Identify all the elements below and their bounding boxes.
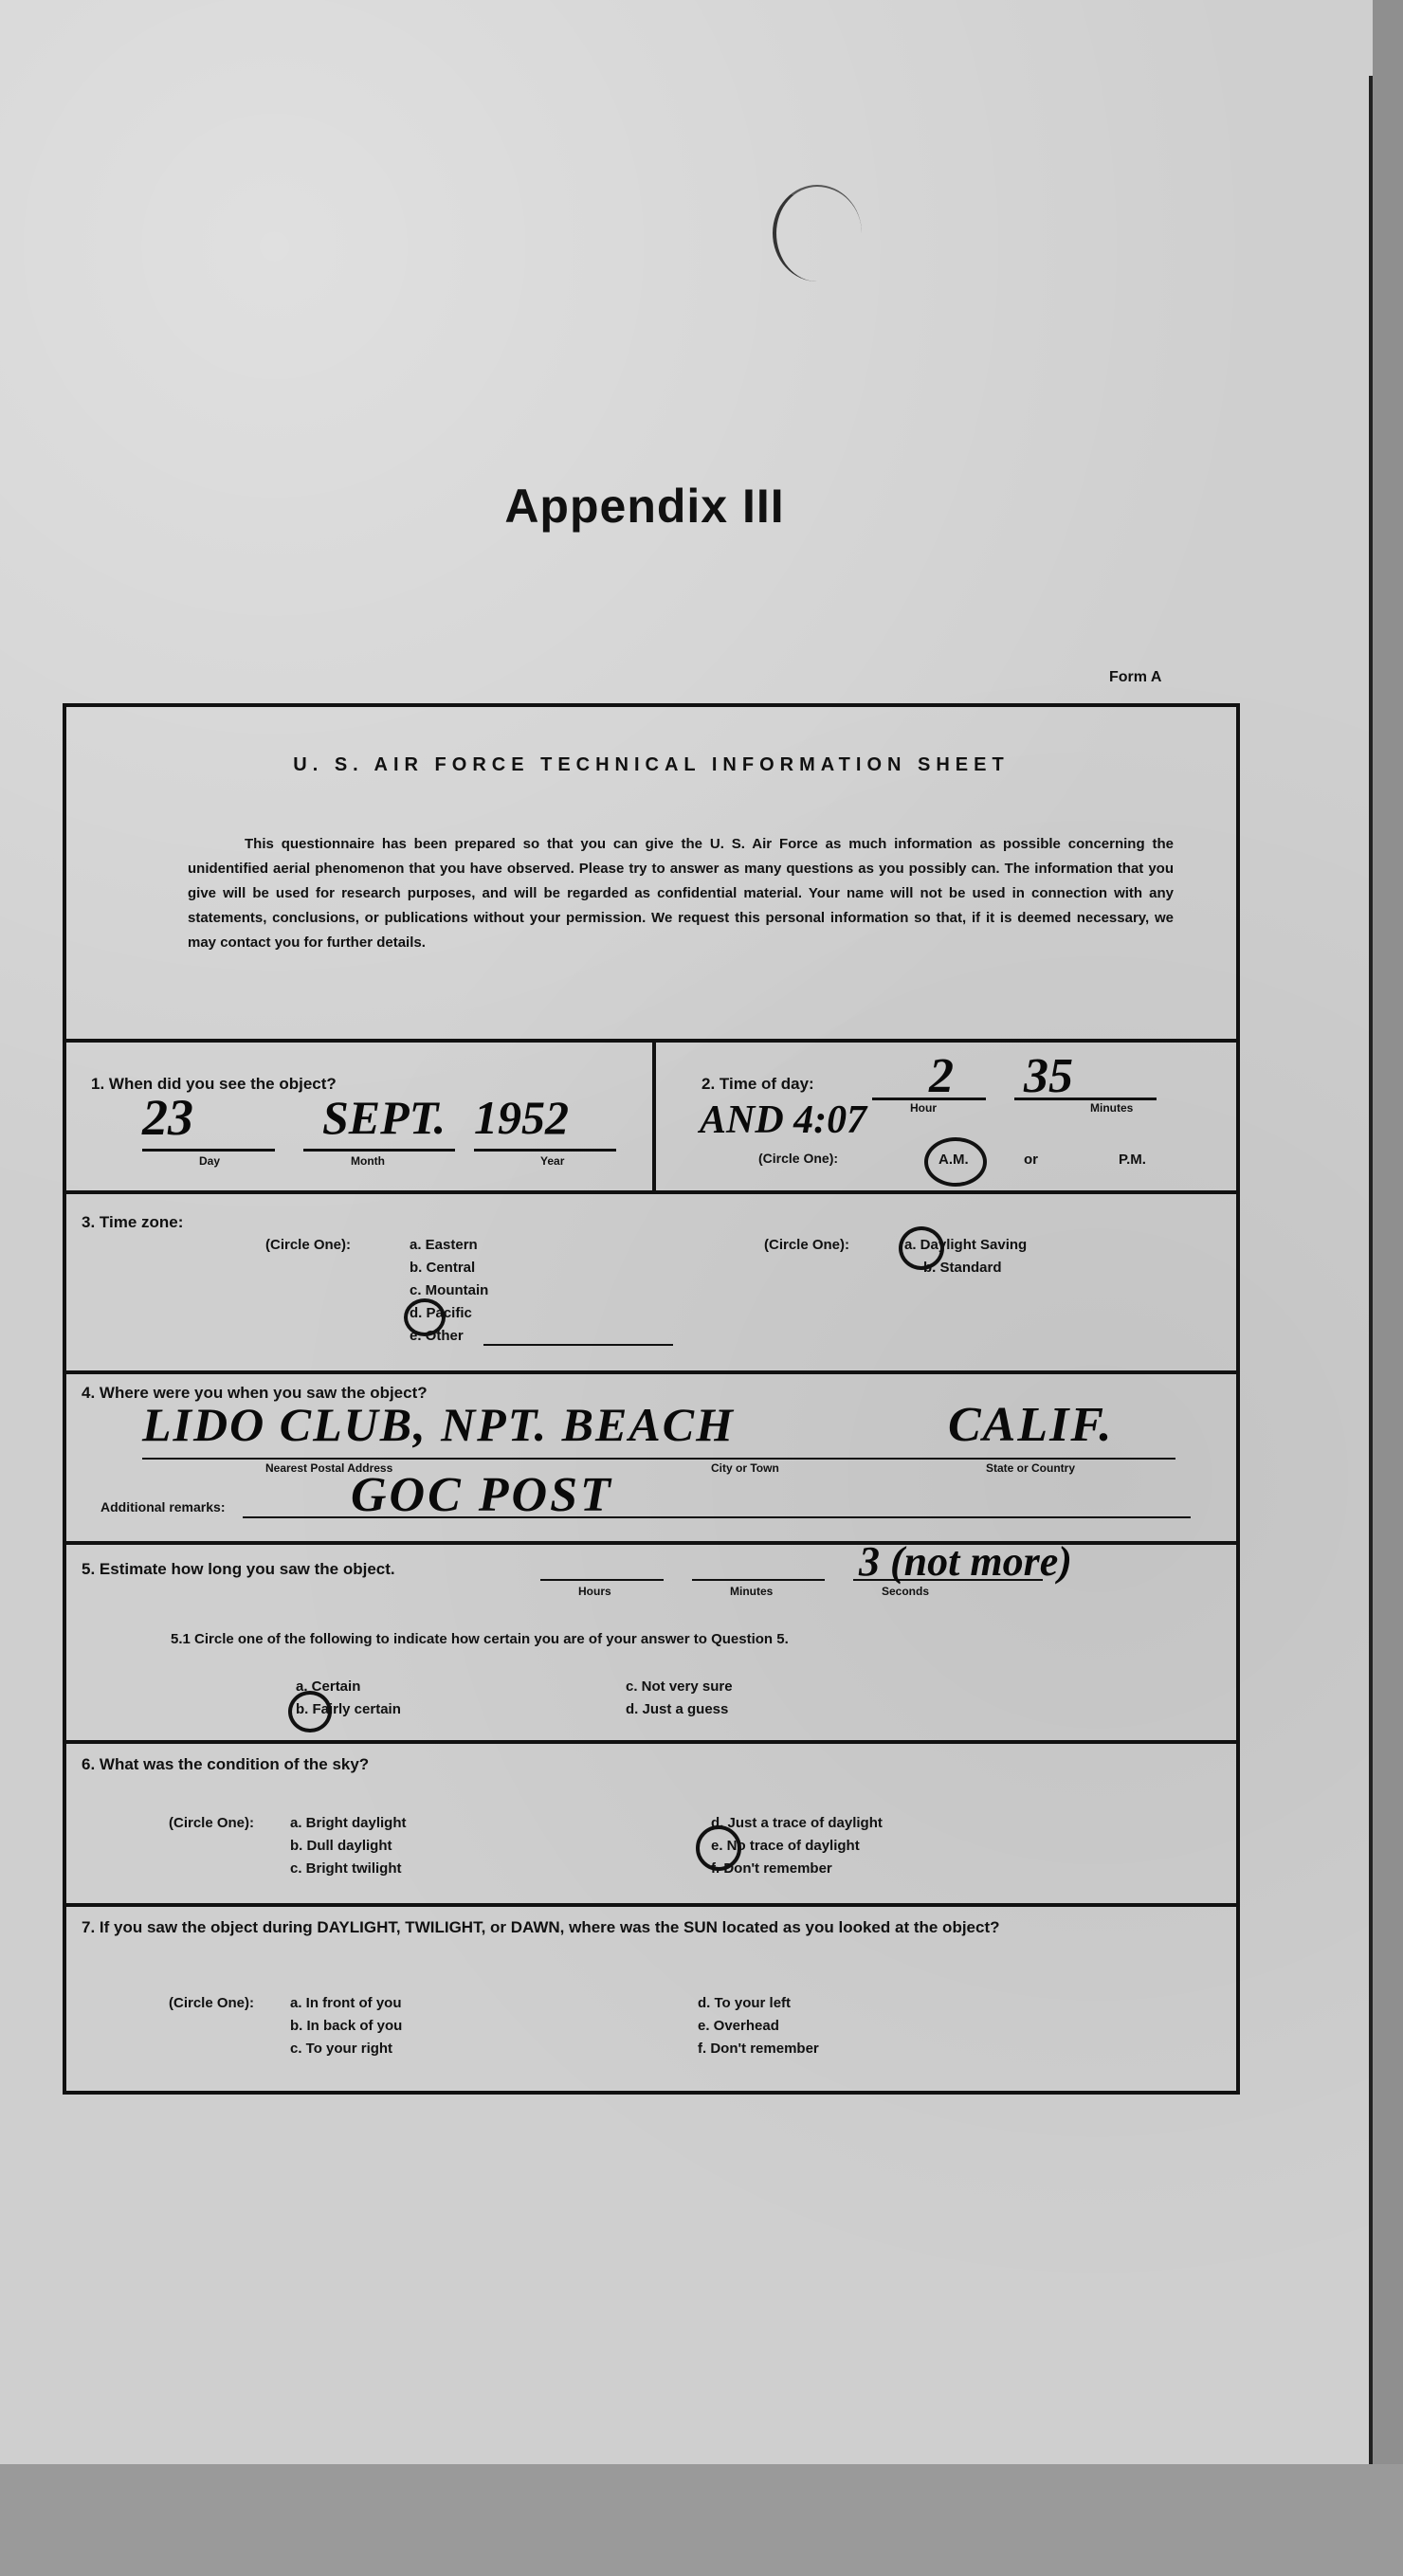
sun-option-dont-remember[interactable]: f. Don't remember (698, 2041, 819, 2057)
sheet-intro-section (66, 707, 1236, 1039)
question-7-section (66, 1903, 1236, 2091)
appendix-title: Appendix III (504, 480, 785, 533)
dst-circle-one: (Circle One): (764, 1237, 850, 1253)
sky-option-no-trace-of-daylight[interactable]: e. No trace of daylight (711, 1838, 860, 1854)
sky-option-dont-remember[interactable]: f. Don't remember (711, 1860, 832, 1877)
time-circle-one: (Circle One): (758, 1151, 839, 1166)
form-tag: Form A (1109, 669, 1162, 685)
am-selection-circle (924, 1137, 987, 1187)
duration-minutes-caption: Minutes (730, 1585, 774, 1598)
address-answer[interactable]: LIDO CLUB, NPT. BEACH (142, 1398, 735, 1451)
punch-hole-mark (773, 185, 862, 281)
sun-option-in-front[interactable]: a. In front of you (290, 1995, 402, 2011)
certainty-option-not-very-sure[interactable]: c. Not very sure (626, 1678, 733, 1695)
sky-circle-one: (Circle One): (169, 1815, 255, 1831)
page-edge-line (1369, 76, 1373, 2464)
question-4-section (66, 1370, 1236, 1545)
minutes-underline (692, 1579, 825, 1581)
column-divider (652, 1043, 656, 1194)
certainty-option-just-a-guess[interactable]: d. Just a guess (626, 1701, 729, 1717)
city-caption: City or Town (711, 1461, 779, 1475)
certainty-option-certain[interactable]: a. Certain (296, 1678, 361, 1695)
month-answer[interactable]: SEPT. (322, 1091, 446, 1144)
zone-option-other[interactable]: e. Other (410, 1328, 464, 1344)
question-5-1-label: 5.1 Circle one of the following to indicate how certain you are of your answer to Question 5. (171, 1631, 789, 1647)
sky-option-trace-of-daylight[interactable]: d. Just a trace of daylight (711, 1815, 883, 1831)
month-caption: Month (351, 1154, 385, 1168)
state-answer[interactable]: CALIF. (948, 1398, 1114, 1452)
question-2-label: 2. Time of day: (702, 1075, 814, 1093)
zone-option-mountain[interactable]: c. Mountain (410, 1282, 489, 1298)
seconds-answer[interactable]: 3 (not more) (859, 1538, 1072, 1585)
time-handwritten-note: AND 4:07 (700, 1098, 867, 1142)
hour-answer[interactable]: 2 (929, 1049, 954, 1103)
sun-option-to-right[interactable]: c. To your right (290, 2041, 393, 2057)
question-5-section (66, 1538, 1236, 1744)
question-3-label: 3. Time zone: (82, 1213, 184, 1231)
sheet-intro-text: This questionnaire has been prepared so that you can give the U. S. Air Force as much information as possible concerning the unidentified aerial phenomenon that you have observed. Please try to answer as many questions as you possibly can. The information that you give will be used for research purposes, and will be regarded as confidential material. Your name will not be used in connection with any statements, conclusions, or publications without your permission. We request this personal information so that, if it is deemed necessary, we may contact you for further details. (188, 836, 1174, 951)
year-answer[interactable]: 1952 (474, 1091, 569, 1144)
question-1-label: 1. When did you see the object? (91, 1075, 337, 1093)
address-caption: Nearest Postal Address (265, 1461, 393, 1475)
sky-option-bright-twilight[interactable]: c. Bright twilight (290, 1860, 402, 1877)
address-underline (142, 1458, 1175, 1460)
zone-option-central[interactable]: b. Central (410, 1260, 476, 1276)
day-caption: Day (199, 1154, 221, 1168)
dst-option-daylight[interactable]: a. Daylight Saving (904, 1237, 1028, 1253)
sky-option-dull-daylight[interactable]: b. Dull daylight (290, 1838, 392, 1854)
seconds-caption: Seconds (882, 1585, 930, 1598)
remarks-label: Additional remarks: (100, 1499, 226, 1515)
sheet-title: U. S. AIR FORCE TECHNICAL INFORMATION SHEET (293, 754, 1010, 775)
zone-option-eastern[interactable]: a. Eastern (410, 1237, 478, 1253)
dst-option-standard[interactable]: b. Standard (923, 1260, 1002, 1276)
sky-option-bright-daylight[interactable]: a. Bright daylight (290, 1815, 407, 1831)
other-zone-underline (483, 1344, 673, 1346)
question-3-section (66, 1190, 1236, 1374)
hour-caption: Hour (910, 1101, 937, 1115)
question-6-label: 6. What was the condition of the sky? (82, 1755, 370, 1773)
fairly-certain-selection-circle (288, 1691, 332, 1732)
certainty-option-fairly-certain[interactable]: b. Fairly certain (296, 1701, 401, 1717)
year-underline (474, 1149, 616, 1152)
minutes-answer[interactable]: 35 (1024, 1049, 1073, 1103)
zone-option-pacific[interactable]: d. Pacific (410, 1305, 472, 1321)
sun-option-to-left[interactable]: d. To your left (698, 1995, 792, 2011)
question-5-label: 5. Estimate how long you saw the object. (82, 1560, 395, 1578)
remarks-underline (243, 1516, 1191, 1518)
sun-circle-one: (Circle One): (169, 1995, 255, 2011)
question-6-section (66, 1740, 1236, 1907)
question-7-label: 7. If you saw the object during DAYLIGHT, TWILIGHT, or DAWN, where was the SUN located as you looked at the object? (82, 1918, 1000, 1936)
pm-option[interactable]: P.M. (1119, 1152, 1146, 1168)
hours-underline (540, 1579, 664, 1581)
question-4-label: 4. Where were you when you saw the object? (82, 1384, 428, 1402)
question-1-2-row (66, 1039, 1236, 1194)
year-caption: Year (540, 1154, 565, 1168)
day-answer[interactable]: 23 (142, 1089, 193, 1146)
time-zone-circle-one: (Circle One): (265, 1237, 352, 1253)
minutes-underline (1014, 1098, 1157, 1100)
remarks-answer[interactable]: GOC POST (351, 1468, 613, 1522)
day-underline (142, 1149, 275, 1152)
month-underline (303, 1149, 455, 1152)
hour-underline (872, 1098, 986, 1100)
sun-option-in-back[interactable]: b. In back of you (290, 2018, 403, 2034)
minutes-caption: Minutes (1090, 1101, 1134, 1115)
am-option[interactable]: A.M. (938, 1152, 969, 1168)
hours-caption: Hours (578, 1585, 611, 1598)
scan-bottom-margin (0, 2464, 1403, 2576)
or-text: or (1024, 1152, 1038, 1168)
state-caption: State or Country (986, 1461, 1076, 1475)
technical-information-sheet (63, 703, 1240, 2095)
sun-option-overhead[interactable]: e. Overhead (698, 2018, 779, 2034)
